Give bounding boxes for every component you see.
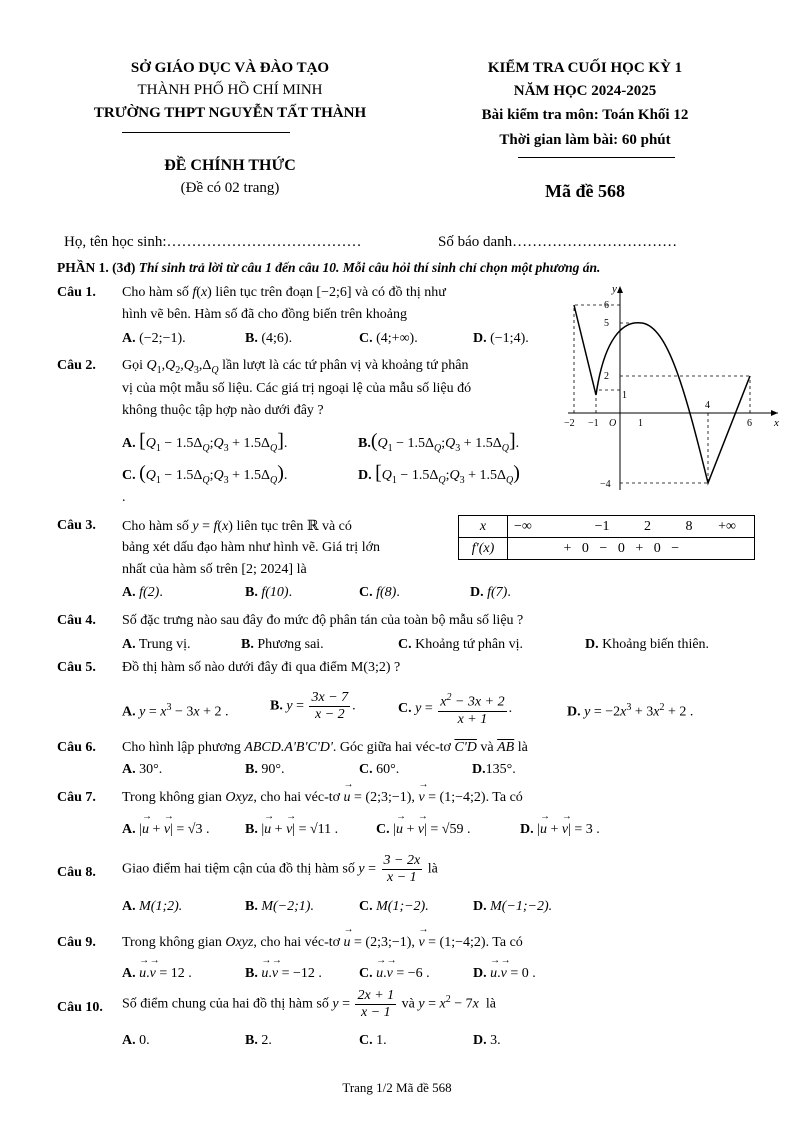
guide-lines [574, 305, 750, 483]
q1-label: Câu 1. [57, 285, 96, 300]
school-name: TRƯỜNG THPT NGUYỄN TẤT THÀNH [93, 105, 367, 121]
y-axis-label: y [612, 283, 617, 295]
q6-option-b[interactable]: B. 90°. [245, 762, 285, 777]
x-neg-inf: −∞ [514, 518, 532, 534]
q9-option-d[interactable]: D. → u.→ v = 0 . [473, 966, 536, 982]
city-name: THÀNH PHỐ HỒ CHÍ MINH [137, 82, 323, 98]
q8-option-c[interactable]: C. M(1;−2). [359, 899, 429, 914]
q6-option-d[interactable]: D.135°. [472, 762, 516, 777]
y-tick-1: 1 [622, 390, 627, 401]
q3-text-line1: Cho hàm số y = f(x) liên tục trên ℝ và có [122, 519, 352, 534]
q7-option-a[interactable]: A. |→ u + → v| = √3 . [122, 822, 209, 838]
q4-label: Câu 4. [57, 613, 96, 628]
y-tick-5: 5 [604, 318, 609, 329]
y-tick-minus4: −4 [600, 479, 611, 490]
pages-note: (Đề có 02 trang) [180, 180, 280, 196]
x-tick-1: 1 [638, 418, 643, 429]
x-axis-label: x [774, 417, 779, 429]
sign-table [458, 515, 755, 560]
q6-text: Cho hình lập phương ABCD.A'B'C'D'. Góc giữa hai véc-tơ C'D và $\overline{AB}$ là [122, 740, 528, 755]
q5-option-d[interactable]: D. $y = -2x^3 + 3x^2 + 2$ . [567, 702, 694, 720]
sign-2: − [599, 540, 608, 556]
x-tick-6: 6 [747, 418, 752, 429]
header-divider-left [122, 132, 290, 133]
q9-option-b[interactable]: B. → u.→ v = −12 . [245, 966, 322, 982]
zero-2: 0 [617, 540, 625, 556]
sign-3: + [635, 540, 644, 556]
student-id-field: Số báo danh…………………………… [438, 234, 678, 250]
q2-text-line2: vị của một mẫu số liệu. Các giá trị ngoại lệ của mẫu số liệu đó [122, 381, 472, 396]
part1-instruction: Thí sinh trả lời từ câu 1 đến câu 10. Mỗi câu hỏi thí sinh chỉ chọn một phương án. [138, 260, 601, 275]
y-tick-6: 6 [604, 300, 609, 311]
q6-option-a[interactable]: A. 30°. [122, 762, 163, 777]
subject: Bài kiểm tra môn: Toán Khối 12 [481, 107, 689, 123]
x-tick-minus2: −2 [564, 418, 575, 429]
q8-label: Câu 8. [57, 865, 96, 880]
sign-table-fprime-header: f′(x) [471, 540, 495, 556]
x-val-1: −1 [594, 518, 610, 534]
graph-curve [574, 305, 750, 483]
x-tick-4: 4 [705, 400, 710, 411]
x-axis-arrow [771, 410, 778, 416]
q4-text: Số đặc trưng nào sau đây đo mức độ phân tán của toàn bộ mẫu số liệu ? [122, 613, 524, 628]
dept-name: SỞ GIÁO DỤC VÀ ĐÀO TẠO [130, 60, 330, 76]
sign-table-x-header: x [479, 518, 487, 534]
q2-text-line3: không thuộc tập hợp nào dưới đây ? [122, 403, 324, 418]
x-tick-minus1: −1 [588, 418, 599, 429]
q5-option-a[interactable]: A. $y = x^3 - 3x + 2$ . [122, 702, 229, 720]
q7-option-b[interactable]: B. |→ u + → v| = √11 . [245, 822, 338, 838]
q4-option-b[interactable]: B. Phương sai. [241, 637, 324, 652]
q3-option-b[interactable]: B. f(10). [245, 585, 293, 600]
q4-option-d[interactable]: D. Khoảng biến thiên. [585, 637, 710, 652]
q7-option-c[interactable]: C. |→ u + → v| = √59 . [376, 822, 470, 838]
q10-text: Số điểm chung của hai đồ thị hàm số y = $\frac{2x + 1}{x - 1}$ và $y = x^2 - 7x$ là [122, 988, 496, 1020]
q8-option-d[interactable]: D. M(−1;−2). [473, 899, 553, 914]
x-pos-inf: +∞ [718, 518, 736, 534]
q2-option-c[interactable]: C. ($Q_1$ − $1.5\Delta_Q;Q_3 + 1.5\Delta_Q$). [122, 462, 288, 486]
q9-text: Trong không gian Oxyz, cho hai véc-tơ → u = (2;3;−1), → v = (1;−4;2). Ta có [122, 935, 523, 951]
q1-option-d[interactable]: D. (−1;4). [473, 331, 529, 346]
q5-text: Đồ thị hàm số nào dưới đây đi qua điểm M(3;2) ? [122, 660, 401, 675]
exam-code: Mã đề 568 [545, 181, 625, 201]
sign-1: + [563, 540, 572, 556]
q8-text: Giao điểm hai tiệm cận của đồ thị hàm số y = $\frac{3 - 2x}{x - 1}$ là [122, 853, 438, 885]
official-label: ĐỀ CHÍNH THỨC [164, 157, 296, 174]
q4-option-c[interactable]: C. Khoảng tứ phân vị. [398, 637, 524, 652]
part1-heading [57, 260, 600, 276]
q5-option-b[interactable]: B. y = $\frac{3x - 7}{x - 2}$ . [270, 690, 356, 722]
x-val-3: 8 [685, 518, 693, 534]
zero-1: 0 [581, 540, 589, 556]
q3-text-line3: nhất của hàm số trên [2; 2024] là [122, 562, 307, 577]
q2-option-d[interactable]: D. [$Q_1$ − $1.5\Delta_Q;Q_3 + 1.5\Delta_Q$) [358, 462, 520, 486]
page-footer: Trang 1/2 Mã đề 568 [342, 1080, 452, 1095]
part1-title: PHẦN 1. (3đ) [57, 260, 136, 275]
q2-text-line1: Gọi $Q_1,Q_2,Q_3,\Delta_Q$ lần lượt là các tứ phân vị và khoảng tứ phân [122, 358, 469, 376]
sign-table-row-x [459, 516, 755, 538]
sign-4: − [671, 540, 680, 556]
q6-option-c[interactable]: C. 60°. [359, 762, 400, 777]
zero-3: 0 [653, 540, 661, 556]
q1-text-line1: Cho hàm số f(x) liên tục trên đoạn [−2;6] và có đồ thị như [122, 285, 446, 300]
q4-option-a[interactable]: A. Trung vị. [122, 637, 191, 652]
origin-label: O [609, 418, 617, 429]
function-graph [560, 280, 785, 495]
q7-option-d[interactable]: D. |→ u + → v| = 3 . [520, 822, 600, 838]
q9-option-a[interactable]: A. → u.→ v = 12 . [122, 966, 192, 982]
q2-option-a[interactable]: A. [$Q_1$ − $1.5\Delta_Q;Q_3 + 1.5\Delta_Q$]. [122, 430, 288, 454]
x-val-2: 2 [644, 518, 651, 534]
q7-text: Trong không gian Oxyz, cho hai véc-tơ → u = (2;3;−1), → v = (1;−4;2). Ta có [122, 790, 523, 806]
q7-label: Câu 7. [57, 790, 96, 805]
q3-label: Câu 3. [57, 518, 96, 533]
q10-option-b[interactable]: B. 2. [245, 1033, 272, 1048]
q3-option-d[interactable]: D. f(7). [470, 585, 511, 600]
q9-option-c[interactable]: C. → u.→ v = −6 . [359, 966, 430, 982]
sign-table-row-fprime [459, 538, 755, 560]
q9-label: Câu 9. [57, 935, 96, 950]
q5-label: Câu 5. [57, 660, 96, 675]
q3-option-c[interactable]: C. f(8). [359, 585, 400, 600]
exam-title: KIỂM TRA CUỐI HỌC KỲ 1 [487, 60, 683, 76]
q3-option-a[interactable]: A. f(2). [122, 585, 163, 600]
q10-label: Câu 10. [57, 1000, 103, 1015]
q1-text-line2: hình vẽ bên. Hàm số đã cho đồng biến trên khoảng [122, 307, 407, 322]
q10-option-d[interactable]: D. 3. [473, 1033, 501, 1048]
q1-option-a[interactable]: A. (−2;−1). [122, 331, 186, 346]
duration: Thời gian làm bài: 60 phút [499, 132, 671, 148]
q2-stray-dot: . [122, 490, 126, 505]
header-divider-right [518, 157, 675, 158]
q1-option-c[interactable]: C. (4;+∞). [359, 331, 418, 346]
student-name-field: Họ, tên học sinh:………………………………… [64, 234, 362, 250]
q8-option-a[interactable]: A. M(1;2). [122, 899, 183, 914]
q3-text-line2: bảng xét dấu đạo hàm như hình vẽ. Giá trị lớn [122, 540, 380, 555]
q8-option-b[interactable]: B. M(−2;1). [245, 899, 314, 914]
q5-option-c[interactable]: C. y = $\frac{x^2 - 3x + 2}{x + 1}$ . [398, 692, 513, 727]
school-year: NĂM HỌC 2024-2025 [513, 83, 657, 99]
y-axis-arrow [617, 286, 623, 293]
q10-option-c[interactable]: C. 1. [359, 1033, 387, 1048]
q6-label: Câu 6. [57, 740, 96, 755]
q1-option-b[interactable]: B. (4;6). [245, 331, 293, 346]
q10-option-a[interactable]: A. 0. [122, 1033, 150, 1048]
q2-option-b[interactable]: $B.(Q_1$ − $1.5\Delta_Q;Q_3 + 1.5\Delta_Q$]. [358, 430, 520, 454]
y-tick-2: 2 [604, 371, 609, 382]
q2-label: Câu 2. [57, 358, 96, 373]
